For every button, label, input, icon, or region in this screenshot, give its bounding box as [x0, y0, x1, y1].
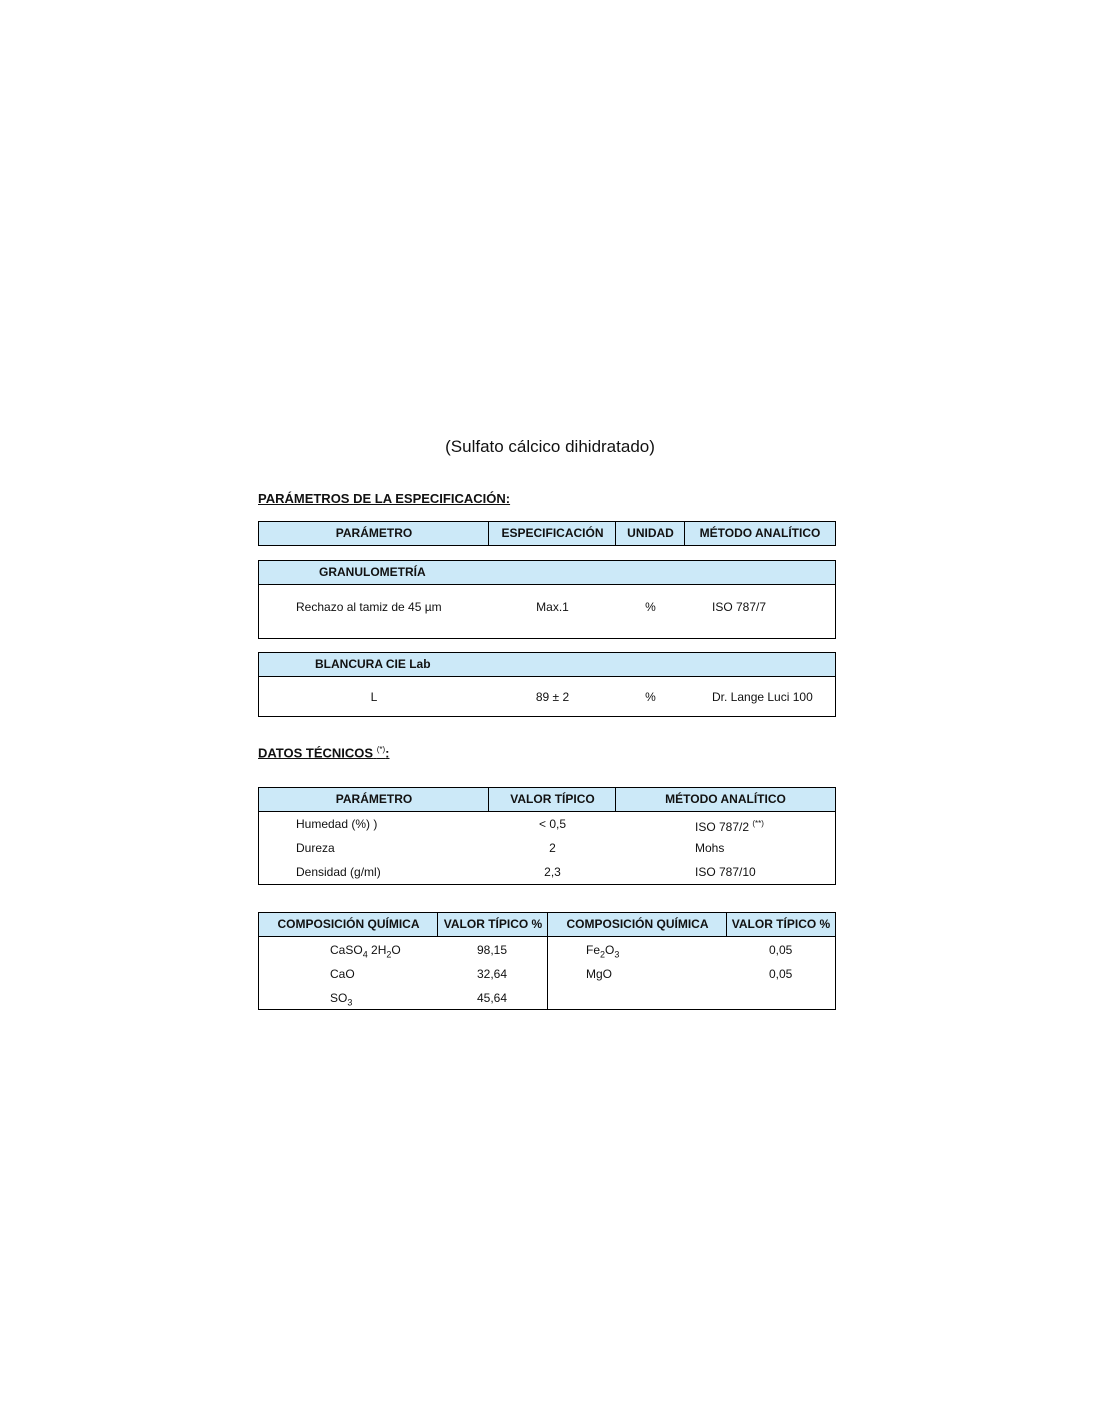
datos-title-suffix: :	[385, 745, 390, 761]
divider	[726, 913, 727, 936]
datos-title-text: DATOS TÉCNICOS	[258, 745, 374, 761]
composicion-table	[258, 912, 836, 1010]
blancura-metodo: Dr. Lange Luci 100	[712, 690, 813, 704]
datos-row-metodo: ISO 787/10	[695, 865, 756, 879]
datos-row-metodo: ISO 787/2 (**)	[695, 819, 764, 834]
datos-title-footnote: (*)	[376, 745, 386, 754]
granulometria-title: GRANULOMETRÍA	[319, 565, 426, 579]
blancura-parametro: L	[370, 690, 378, 704]
spec-header-table	[258, 521, 836, 546]
datos-table	[258, 787, 836, 885]
header-parametro: PARÁMETRO	[335, 526, 413, 540]
header-unidad: UNIDAD	[627, 526, 674, 540]
granulometria-especificacion: Max.1	[536, 600, 569, 614]
comp-right-valor: 0,05	[769, 943, 793, 957]
blancura-table	[258, 652, 836, 717]
granulometria-unidad: %	[645, 600, 656, 614]
comp-right-formula: $Fe_2O_3$	[586, 943, 620, 960]
datos-row-parametro: Densidad (g/ml)	[296, 865, 381, 879]
datos-row-parametro: Humedad (%) )	[296, 817, 378, 831]
datos-row-valor: 2	[549, 841, 556, 855]
document-subtitle: (Sulfato cálcico dihidratado)	[445, 437, 655, 456]
comp-left-valor: 45,64	[477, 991, 508, 1005]
blancura-especificacion: 89 ± 2	[535, 690, 570, 704]
divider	[615, 522, 616, 545]
comp-left-valor: 98,15	[477, 943, 508, 957]
datos-section-title	[258, 745, 390, 760]
comp-left-formula: CaSO$_4$ $2H_2O$	[330, 943, 401, 960]
granulometria-table	[258, 560, 836, 639]
datos-row-parametro: Dureza	[296, 841, 335, 855]
comp-header-right-composicion: COMPOSICIÓN QUÍMICA	[566, 917, 709, 931]
datos-row-footnote: (**)	[752, 819, 764, 828]
comp-header-right-valor: VALOR TÍPICO %	[731, 917, 831, 931]
datos-row-valor: 2,3	[544, 865, 561, 879]
spec-section-title: PARÁMETROS DE LA ESPECIFICACIÓN:	[258, 491, 511, 506]
comp-header-left-composicion: COMPOSICIÓN QUÍMICA	[277, 917, 420, 931]
divider	[488, 522, 489, 545]
comp-left-formula: CaO	[330, 967, 355, 981]
datos-header-valor: VALOR TÍPICO	[510, 792, 595, 806]
comp-right-formula: MgO	[586, 967, 613, 981]
datos-row-metodo: Mohs	[695, 841, 725, 855]
comp-left-valor: 32,64	[477, 967, 508, 981]
divider	[437, 913, 438, 936]
header-especificacion: ESPECIFICACIÓN	[501, 526, 604, 540]
comp-header-left-valor: VALOR TÍPICO %	[443, 917, 543, 931]
divider	[684, 522, 685, 545]
header-metodo: MÉTODO ANALÍTICO	[699, 526, 821, 540]
divider	[615, 788, 616, 811]
granulometria-parametro: Rechazo al tamiz de 45 µm	[296, 600, 442, 614]
datos-header-metodo: MÉTODO ANALÍTICO	[665, 792, 786, 806]
granulometria-metodo: ISO 787/7	[712, 600, 767, 614]
datos-row-valor: < 0,5	[538, 817, 567, 831]
blancura-title: BLANCURA CIE Lab	[315, 657, 431, 671]
comp-right-valor: 0,05	[769, 967, 793, 981]
blancura-unidad: %	[645, 690, 656, 704]
comp-left-formula: $SO_3$	[330, 991, 353, 1008]
divider	[547, 913, 548, 1009]
datos-header-parametro: PARÁMETRO	[335, 792, 413, 806]
divider	[488, 788, 489, 811]
